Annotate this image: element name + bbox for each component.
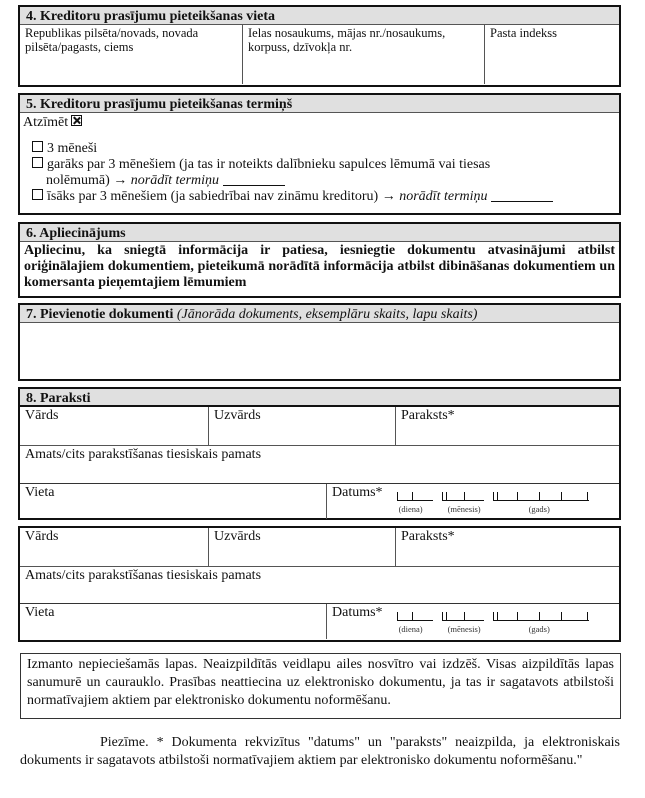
day-label: (diena) [398,624,423,634]
signature-label: Paraksts* [401,408,455,423]
option-longer-cont [20,173,619,189]
surname-label: Uzvārds [214,529,261,544]
street-label: Ielas nosaukums, mājas nr./nosaukums, korpuss, dzīvokļa nr. [248,26,446,54]
city-label: Republikas pilsēta/novads, novada pilsēta/pagasts, ciems [25,26,199,54]
name-label: Vārds [25,408,59,423]
place-label: Vieta [25,605,55,620]
surname-field-2[interactable] [208,528,395,566]
option-label: garāks par 3 mēnešiem (ja tas ir noteikts dalībnieku sapulces lēmumā vai tiesas [47,157,491,172]
signature-field[interactable] [395,407,619,445]
option-label-cont: nolēmumā) → [46,173,128,188]
section-7-subtitle: (Jānorāda dokuments, eksemplāru skaits, lapu skaits) [176,307,478,322]
footnote: Piezīme. * Dokumenta rekvizītus "datums" un "paraksts" neaizpilda, ja elektroniskais dokuments ir sagatavots atbilstoši normatīvajiem aktiem par elektronisko dokumentu noformēšanu." [20,735,620,768]
year-label: (gads) [528,504,550,514]
section-7-title-text: 7. Pievienotie dokumenti [26,307,174,322]
month-label: (mēnesis) [447,624,481,634]
option-label: īsāks par 3 mēnešiem (ja sabiedrībai nav zināmu kreditoru) → [47,189,396,204]
position-field-2[interactable] [20,567,619,603]
checkbox-longer[interactable] [32,157,43,168]
month-label: (mēnesis) [447,504,481,514]
term-input-shorter[interactable] [491,189,553,202]
postal-code-field[interactable] [484,25,619,84]
attached-documents-field[interactable] [20,323,619,378]
section-6-certification [18,222,621,298]
name-label: Vārds [25,529,59,544]
name-field[interactable] [20,407,208,445]
mark-instruction [20,113,619,133]
section-6-title: 6. Apliecinājums [20,224,619,242]
place-field[interactable] [20,484,326,519]
section-5-title: 5. Kreditoru prasījumu pieteikšanas termiņš [20,95,619,113]
checkbox-shorter[interactable] [32,189,43,200]
position-label: Amats/cits parakstīšanas tiesiskais pamats [25,447,262,462]
place-field-2[interactable] [20,604,326,639]
checkbox-3-months[interactable] [32,141,43,152]
section-5-claim-deadline [18,93,621,215]
section-8-signatures [18,387,621,520]
surname-field[interactable] [208,407,395,445]
section-4-creditor-claim-place [18,5,621,87]
place-label: Vieta [25,485,55,500]
position-label: Amats/cits parakstīšanas tiesiskais pamats [25,568,262,583]
certification-text: Apliecinu, ka sniegtā informācija ir patiesa, iesniegtie dokumentu atvasinājumi atbilst oriģinālajiem dokumentiem, pieteikumā norādītā informācija atbilst dibināšanas dokumentiem un komersanta pieņemtajiem lēmumiem [24,243,615,290]
mark-label: Atzīmēt [23,115,69,130]
checked-box-icon [71,115,82,126]
option-label: 3 mēneši [47,141,98,156]
name-field-2[interactable] [20,528,208,566]
option-shorter[interactable] [20,189,619,205]
section-8-signatures-2 [18,526,621,642]
date-label: Datums* [332,485,383,500]
section-4-title: 4. Kreditoru prasījumu pieteikšanas vieta [20,7,619,25]
option-longer[interactable] [20,157,619,173]
year-label: (gads) [528,624,550,634]
specify-term-label: norādīt termiņu [399,189,488,204]
postal-code-label: Pasta indekss [490,26,558,40]
term-input-longer[interactable] [223,173,285,186]
surname-label: Uzvārds [214,408,261,423]
signature-field-2[interactable] [395,528,619,566]
section-7-title [20,305,619,323]
city-field[interactable] [20,25,242,84]
street-field[interactable] [242,25,484,84]
position-field[interactable] [20,446,619,483]
date-input-boxes-2[interactable] [397,609,589,638]
date-input-boxes[interactable] [397,489,589,518]
date-label: Datums* [332,605,383,620]
section-7-attached-documents [18,303,621,381]
specify-term-label: norādīt termiņu [130,173,220,188]
date-field[interactable] [326,484,619,519]
day-label: (diena) [398,504,423,514]
date-field-2[interactable] [326,604,619,639]
option-3-months[interactable] [20,141,619,157]
instructions-note: Izmanto nepieciešamās lapas. Neaizpildītās veidlapu ailes nosvītro vai izdzēš. Visas aizpildītās lapas sanumurē un caurauklo. Prasības neattiecina uz elektronisko dokumentu, ja tas ir sagatavots atbilstoši normatīvajiem aktiem par elektronisko dokumentu noformēšanu. [20,653,621,719]
signature-label: Paraksts* [401,529,455,544]
section-8-title: 8. Paraksti [20,389,619,407]
